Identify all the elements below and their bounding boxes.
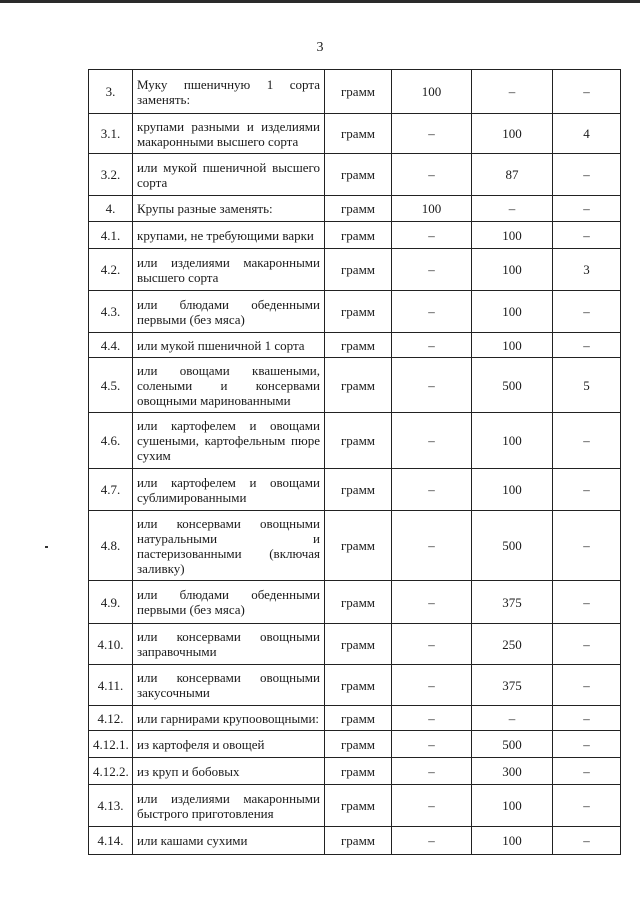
annotation-cell: – <box>553 196 621 222</box>
annotation-cell: – <box>553 469 621 511</box>
unit-cell: грамм <box>325 665 392 706</box>
product-name-cell: из круп и бобовых <box>133 758 325 785</box>
product-name-cell: Крупы разные заменять: <box>133 196 325 222</box>
annotation-cell: – <box>553 785 621 827</box>
table-row <box>89 413 621 469</box>
unit-cell: грамм <box>325 469 392 511</box>
product-name-cell: или овощами квашеными, солеными и консервами овощными маринованными <box>133 358 325 413</box>
product-name-cell: крупами, не требующими варки <box>133 222 325 249</box>
annotation-cell: – <box>553 291 621 333</box>
unit-cell: грамм <box>325 624 392 665</box>
unit-cell: грамм <box>325 827 392 855</box>
replacement-quantity-cell: 100 <box>472 785 553 827</box>
product-name-cell: или кашами сухими <box>133 827 325 855</box>
base-quantity-cell: – <box>392 469 472 511</box>
unit-cell: грамм <box>325 581 392 624</box>
unit-cell: грамм <box>325 154 392 196</box>
unit-cell: грамм <box>325 196 392 222</box>
base-quantity-cell: – <box>392 114 472 154</box>
replacement-quantity-cell: 300 <box>472 758 553 785</box>
annotation-cell: 4 <box>553 114 621 154</box>
product-name-cell: или блюдами обеденными первыми (без мяса) <box>133 291 325 333</box>
base-quantity-cell: – <box>392 665 472 706</box>
base-quantity-cell: – <box>392 758 472 785</box>
replacement-quantity-cell: 100 <box>472 222 553 249</box>
annotation-cell: – <box>553 413 621 469</box>
base-quantity-cell: – <box>392 581 472 624</box>
base-quantity-cell: – <box>392 291 472 333</box>
row-number-cell: 3.2. <box>89 154 133 196</box>
base-quantity-cell: – <box>392 624 472 665</box>
table-row <box>89 249 621 291</box>
replacement-quantity-cell: 375 <box>472 581 553 624</box>
product-name-cell: Муку пшеничную 1 сорта заменять: <box>133 70 325 114</box>
base-quantity-cell: – <box>392 154 472 196</box>
product-name-cell: или изделиями макаронными быстрого приготовления <box>133 785 325 827</box>
annotation-cell: – <box>553 70 621 114</box>
row-number-cell: 4. <box>89 196 133 222</box>
replacement-quantity-cell: – <box>472 196 553 222</box>
product-name-cell: или консервами овощными натуральными и пастеризованными (включая заливку) <box>133 511 325 581</box>
annotation-cell: – <box>553 333 621 358</box>
unit-cell: грамм <box>325 333 392 358</box>
base-quantity-cell: 100 <box>392 196 472 222</box>
row-number-cell: 4.10. <box>89 624 133 665</box>
row-number-cell: 3.1. <box>89 114 133 154</box>
replacement-quantity-cell: – <box>472 706 553 731</box>
replacement-quantity-cell: 250 <box>472 624 553 665</box>
annotation-cell: – <box>553 758 621 785</box>
table-row <box>89 827 621 855</box>
product-name-cell: или мукой пшеничной высшего сорта <box>133 154 325 196</box>
table-row <box>89 581 621 624</box>
row-number-cell: 4.13. <box>89 785 133 827</box>
unit-cell: грамм <box>325 511 392 581</box>
base-quantity-cell: – <box>392 222 472 249</box>
annotation-cell: 5 <box>553 358 621 413</box>
table-row <box>89 333 621 358</box>
row-number-cell: 4.1. <box>89 222 133 249</box>
replacement-quantity-cell: 375 <box>472 665 553 706</box>
table-row <box>89 222 621 249</box>
substitution-norms-table <box>88 69 621 855</box>
table-row <box>89 731 621 758</box>
base-quantity-cell: – <box>392 706 472 731</box>
unit-cell: грамм <box>325 785 392 827</box>
annotation-cell: – <box>553 706 621 731</box>
row-number-cell: 4.12.2. <box>89 758 133 785</box>
row-number-cell: 4.12.1. <box>89 731 133 758</box>
unit-cell: грамм <box>325 222 392 249</box>
row-number-cell: 4.3. <box>89 291 133 333</box>
replacement-quantity-cell: 100 <box>472 827 553 855</box>
replacement-quantity-cell: 100 <box>472 114 553 154</box>
row-number-cell: 4.5. <box>89 358 133 413</box>
table-row <box>89 469 621 511</box>
annotation-cell: – <box>553 731 621 758</box>
replacement-quantity-cell: 500 <box>472 511 553 581</box>
replacement-quantity-cell: – <box>472 70 553 114</box>
replacement-quantity-cell: 100 <box>472 291 553 333</box>
row-number-cell: 4.7. <box>89 469 133 511</box>
table-row <box>89 358 621 413</box>
unit-cell: грамм <box>325 731 392 758</box>
table-row <box>89 624 621 665</box>
unit-cell: грамм <box>325 358 392 413</box>
annotation-cell: – <box>553 511 621 581</box>
replacement-quantity-cell: 500 <box>472 731 553 758</box>
annotation-cell: – <box>553 222 621 249</box>
product-name-cell: или гарнирами крупоовощными: <box>133 706 325 731</box>
product-name-cell: или блюдами обеденными первыми (без мяса) <box>133 581 325 624</box>
product-name-cell: или изделиями макаронными высшего сорта <box>133 249 325 291</box>
annotation-cell: – <box>553 827 621 855</box>
base-quantity-cell: – <box>392 333 472 358</box>
page-number: 3 <box>316 40 324 55</box>
table-row <box>89 70 621 114</box>
product-name-cell: или картофелем и овощами сушеными, картофельным пюре сухим <box>133 413 325 469</box>
annotation-cell: – <box>553 624 621 665</box>
replacement-quantity-cell: 100 <box>472 413 553 469</box>
unit-cell: грамм <box>325 291 392 333</box>
unit-cell: грамм <box>325 758 392 785</box>
top-rule <box>0 0 640 3</box>
replacement-quantity-cell: 100 <box>472 249 553 291</box>
replacement-quantity-cell: 100 <box>472 469 553 511</box>
product-name-cell: или консервами овощными закусочными <box>133 665 325 706</box>
base-quantity-cell: – <box>392 358 472 413</box>
annotation-cell: – <box>553 665 621 706</box>
unit-cell: грамм <box>325 249 392 291</box>
annotation-cell: – <box>553 154 621 196</box>
unit-cell: грамм <box>325 70 392 114</box>
row-number-cell: 4.2. <box>89 249 133 291</box>
table-row <box>89 665 621 706</box>
base-quantity-cell: – <box>392 731 472 758</box>
row-number-cell: 4.12. <box>89 706 133 731</box>
replacement-quantity-cell: 87 <box>472 154 553 196</box>
unit-cell: грамм <box>325 114 392 154</box>
row-number-cell: 4.8. <box>89 511 133 581</box>
base-quantity-cell: 100 <box>392 70 472 114</box>
row-number-cell: 4.4. <box>89 333 133 358</box>
row-number-cell: 4.14. <box>89 827 133 855</box>
replacement-quantity-cell: 100 <box>472 333 553 358</box>
table-row <box>89 196 621 222</box>
annotation-cell: – <box>553 581 621 624</box>
row-number-cell: 4.6. <box>89 413 133 469</box>
table-row <box>89 785 621 827</box>
table-row <box>89 291 621 333</box>
replacement-quantity-cell: 500 <box>472 358 553 413</box>
unit-cell: грамм <box>325 706 392 731</box>
base-quantity-cell: – <box>392 827 472 855</box>
unit-cell: грамм <box>325 413 392 469</box>
table-body <box>89 70 621 855</box>
table-row <box>89 758 621 785</box>
margin-mark <box>45 546 48 548</box>
table-row <box>89 154 621 196</box>
row-number-cell: 4.11. <box>89 665 133 706</box>
table-row <box>89 511 621 581</box>
table-row <box>89 114 621 154</box>
annotation-cell: 3 <box>553 249 621 291</box>
product-name-cell: или консервами овощными заправочными <box>133 624 325 665</box>
row-number-cell: 3. <box>89 70 133 114</box>
base-quantity-cell: – <box>392 413 472 469</box>
base-quantity-cell: – <box>392 785 472 827</box>
base-quantity-cell: – <box>392 249 472 291</box>
base-quantity-cell: – <box>392 511 472 581</box>
product-name-cell: крупами разными и изделиями макаронными высшего сорта <box>133 114 325 154</box>
product-name-cell: из картофеля и овощей <box>133 731 325 758</box>
row-number-cell: 4.9. <box>89 581 133 624</box>
table-row <box>89 706 621 731</box>
product-name-cell: или картофелем и овощами сублимированными <box>133 469 325 511</box>
product-name-cell: или мукой пшеничной 1 сорта <box>133 333 325 358</box>
